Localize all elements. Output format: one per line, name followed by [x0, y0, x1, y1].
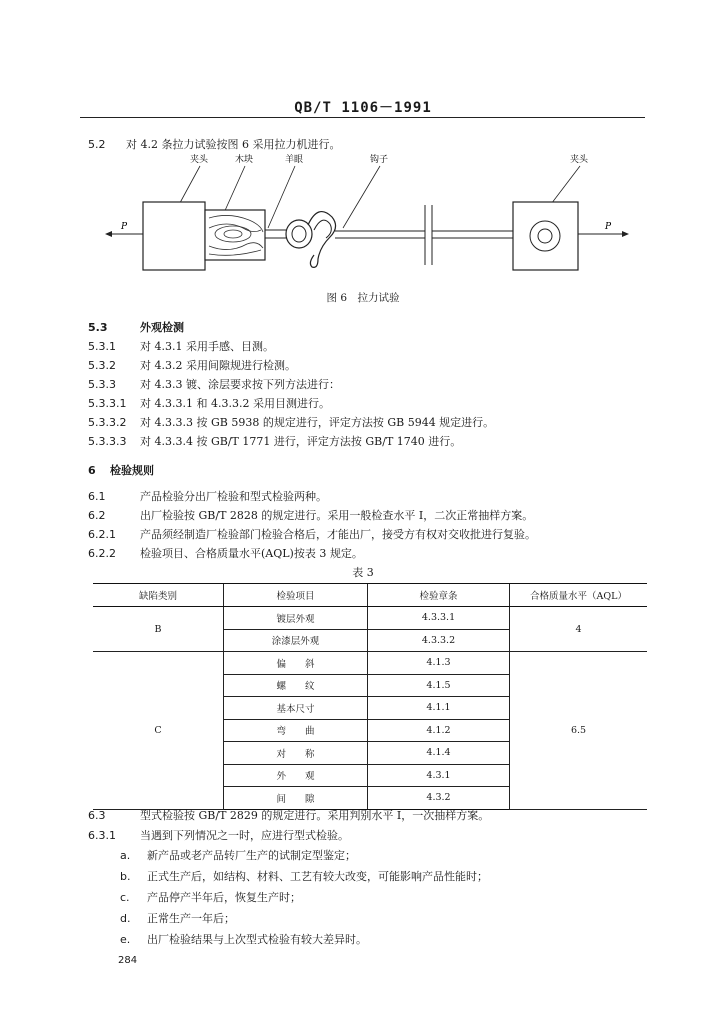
list-letter: d. [120, 912, 131, 925]
aql-cell: 4 [510, 607, 648, 652]
clause-5-3-1 [88, 338, 274, 354]
item-cell: 螺 纹 [224, 674, 368, 697]
clause-cell: 4.3.2 [368, 787, 510, 810]
aql-cell: 6.5 [510, 652, 648, 810]
label-clamp-right: 夹头 [570, 155, 589, 165]
header-clause: 检验章条 [368, 584, 510, 607]
clause-text: 对 4.3.3.1 和 4.3.3.2 采用目测进行。 [140, 397, 330, 410]
header-rule [80, 117, 645, 118]
clause-text: 对 4.3.2 采用间隙规进行检测。 [140, 359, 296, 372]
clause-text: 当遇到下列情况之一时，应进行型式检验。 [140, 829, 349, 842]
list-text: 正常生产一年后； [147, 912, 235, 925]
item-cell: 偏 斜 [224, 652, 368, 675]
clause-cell: 4.1.4 [368, 742, 510, 765]
list-item [120, 910, 235, 926]
header-inspection-item: 检验项目 [224, 584, 368, 607]
clause-number: 5.3.2 [88, 359, 116, 372]
clause-text: 对 4.2 条拉力试验按图 6 采用拉力机进行。 [126, 138, 341, 151]
list-item [120, 889, 301, 905]
clause-text: 外观检测 [140, 321, 184, 334]
clause-cell: 4.1.5 [368, 674, 510, 697]
clause-number: 5.2 [88, 138, 106, 151]
table-row [93, 607, 647, 630]
page-number: 284 [118, 955, 138, 966]
clause-6-3-1 [88, 827, 349, 843]
standard-code-header: QB/T 1106－1991 [294, 100, 432, 116]
clause-6-3 [88, 807, 489, 823]
clause-number: 6.2.2 [88, 547, 116, 560]
list-text: 新产品或老产品转厂生产的试制定型鉴定； [147, 849, 356, 862]
wood-block-body [205, 210, 265, 260]
clause-number: 6.3.1 [88, 829, 116, 842]
clause-number: 6.3 [88, 809, 106, 822]
clause-text: 产品检验分出厂检验和型式检验两种。 [140, 490, 327, 503]
clause-text: 对 4.3.3 镀、涂层要求按下列方法进行： [140, 378, 340, 391]
list-item [120, 868, 488, 884]
clause-text: 对 4.3.1 采用手感、目测。 [140, 340, 274, 353]
figure-caption: 图 6 拉力试验 [326, 292, 400, 304]
clause-number: 5.3.3.1 [88, 397, 127, 410]
section-6-title [88, 462, 154, 478]
item-cell: 弯 曲 [224, 719, 368, 742]
label-force-right: P [605, 222, 612, 232]
clause-number: 5.3.3.2 [88, 416, 127, 429]
clause-5-3-3 [88, 376, 340, 392]
clause-cell: 4.1.1 [368, 697, 510, 720]
clause-number: 5.3.3.3 [88, 435, 127, 448]
section-number: 6 [88, 464, 96, 477]
left-clamp-body [143, 202, 205, 270]
clause-number: 6.1 [88, 490, 106, 503]
clause-6-2-1 [88, 526, 536, 542]
clause-text: 产品须经制造厂检验部门检验合格后，才能出厂，接受方有权对交收批进行复验。 [140, 528, 536, 541]
clause-number: 5.3 [88, 321, 108, 334]
tensile-test-figure [95, 150, 640, 280]
clause-6-2 [88, 507, 533, 523]
item-cell: 间 隙 [224, 787, 368, 810]
header-defect-category: 缺陷类别 [93, 584, 224, 607]
clause-5-3-3-2 [88, 414, 494, 430]
table-3 [93, 583, 647, 810]
list-text: 正式生产后，如结构、材料、工艺有较大改变，可能影响产品性能时； [147, 870, 488, 883]
label-clamp-left: 夹头 [190, 155, 209, 165]
item-cell: 外 观 [224, 764, 368, 787]
table-row [93, 652, 647, 675]
clause-text: 型式检验按 GB/T 2829 的规定进行。采用判别水平 Ⅰ，一次抽样方案。 [140, 809, 490, 822]
item-cell: 镀层外观 [224, 607, 368, 630]
table-3-title: 表 3 [352, 566, 374, 579]
list-letter: a. [120, 849, 131, 862]
category-cell: B [93, 607, 224, 652]
clause-text: 检验项目、合格质量水平(AQL)按表 3 规定。 [140, 547, 363, 560]
item-cell: 涂漆层外观 [224, 629, 368, 652]
list-text: 产品停产半年后，恢复生产时； [147, 891, 301, 904]
category-cell: C [93, 652, 224, 810]
item-cell: 基本尺寸 [224, 697, 368, 720]
label-sheep-eye: 羊眼 [285, 155, 304, 165]
clause-6-2-2 [88, 545, 363, 561]
section-title: 检验规则 [110, 464, 154, 477]
clause-number: 5.3.3 [88, 378, 116, 391]
clause-number: 5.3.1 [88, 340, 116, 353]
clause-cell: 4.3.1 [368, 764, 510, 787]
label-force-left: P [121, 222, 128, 232]
item-cell: 对 称 [224, 742, 368, 765]
label-wood-block: 木块 [235, 155, 254, 165]
list-text: 出厂检验结果与上次型式检验有较大差异时。 [147, 933, 367, 946]
clause-text: 对 4.3.3.3 按 GB 5938 的规定进行，评定方法按 GB 5944 规定进行。 [140, 416, 495, 429]
clause-5-3-3-1 [88, 395, 330, 411]
clause-cell: 4.3.3.2 [368, 629, 510, 652]
clause-5-3-2 [88, 357, 296, 373]
clause-text: 出厂检验按 GB/T 2828 的规定进行。采用一般检查水平 Ⅰ，二次正常抽样方案。 [140, 509, 534, 522]
right-clamp-body [513, 202, 578, 270]
list-letter: e. [120, 933, 131, 946]
label-hook: 钩子 [370, 155, 389, 165]
clause-number: 6.2 [88, 509, 106, 522]
list-letter: c. [120, 891, 130, 904]
list-item [120, 847, 356, 863]
clause-cell: 4.1.3 [368, 652, 510, 675]
clause-5-3-3-3 [88, 433, 461, 449]
clause-6-1 [88, 488, 327, 504]
list-letter: b. [120, 870, 131, 883]
clause-cell: 4.3.3.1 [368, 607, 510, 630]
header-aql: 合格质量水平（AQL） [510, 584, 648, 607]
table-header-row [93, 584, 647, 607]
list-item [120, 931, 367, 947]
clause-text: 对 4.3.3.4 按 GB/T 1771 进行，评定方法按 GB/T 1740 进行。 [140, 435, 462, 448]
clause-number: 6.2.1 [88, 528, 116, 541]
clause-cell: 4.1.2 [368, 719, 510, 742]
clause-5-3 [88, 319, 184, 335]
